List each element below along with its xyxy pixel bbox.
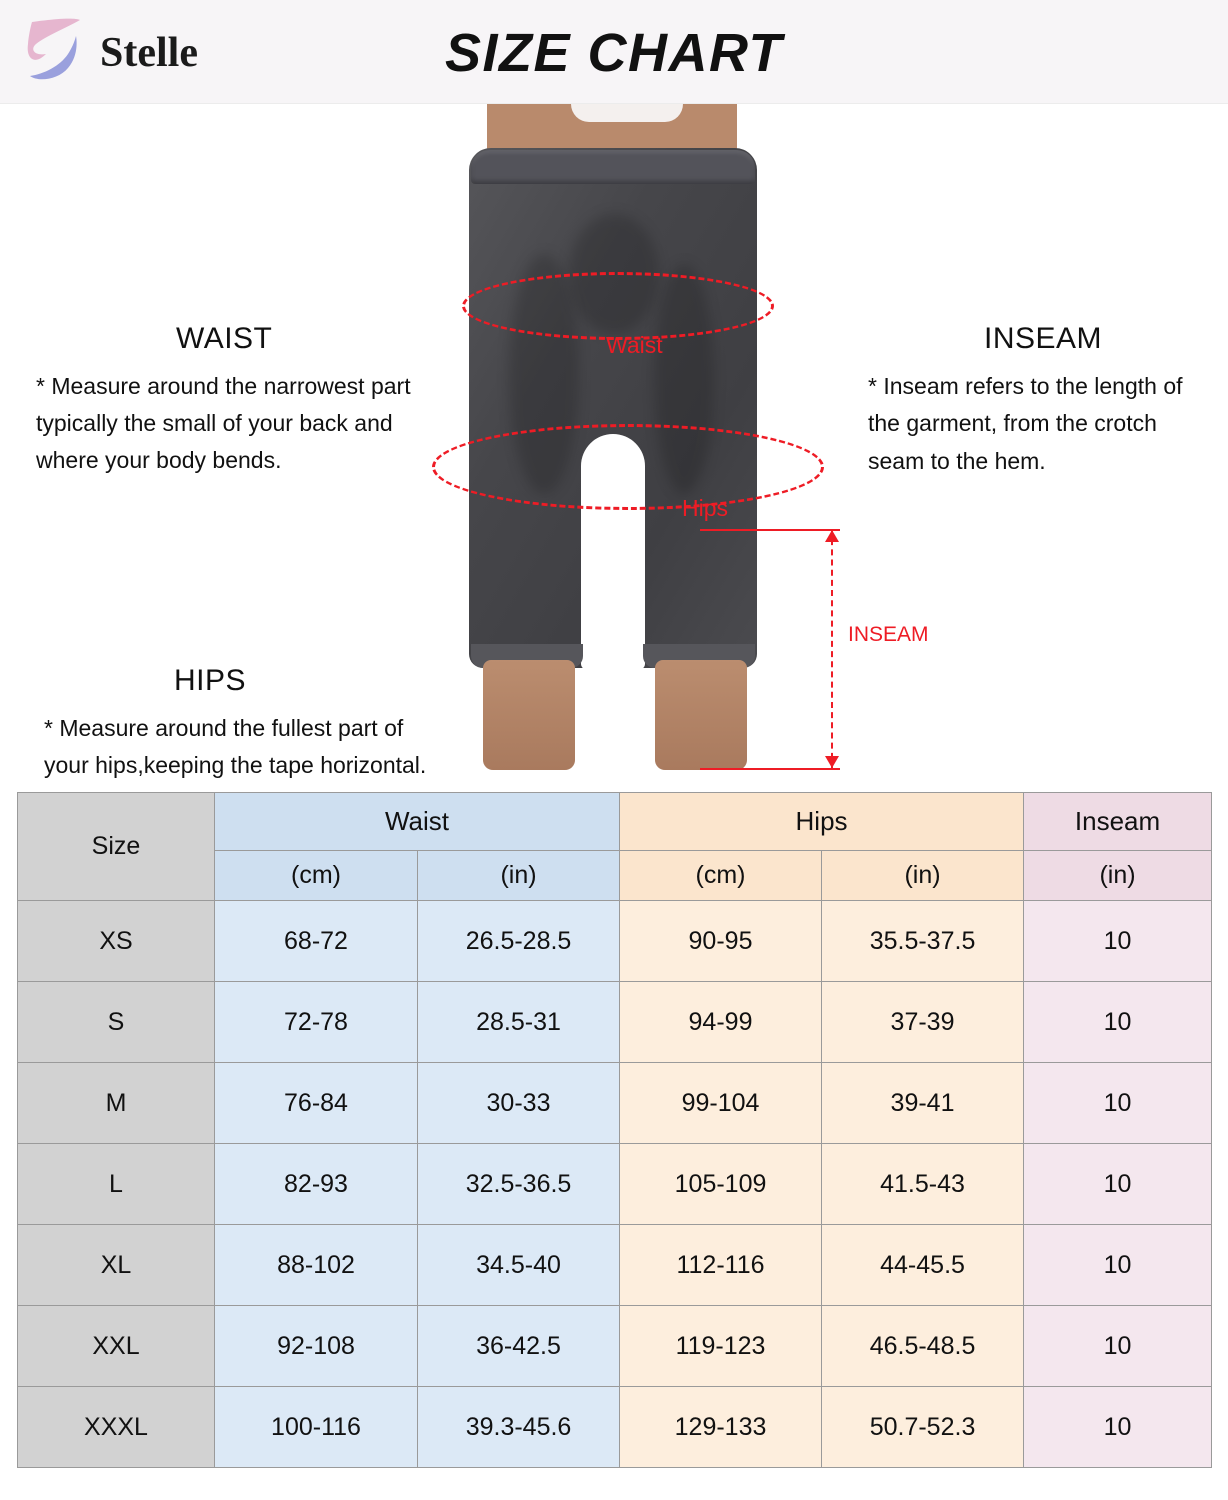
- table-row: [18, 1144, 1212, 1225]
- cell-hips-cm: 119-123: [620, 1306, 822, 1387]
- inseam-arrow-up-icon: [825, 530, 839, 542]
- table-subheader-waist-in: (in): [418, 851, 620, 901]
- cell-waist-in: 28.5-31: [418, 982, 620, 1063]
- table-header-inseam: Inseam: [1024, 793, 1212, 851]
- cell-size: L: [18, 1144, 215, 1225]
- brand-name: Stelle: [100, 30, 198, 76]
- note-waist-body: * Measure around the narrowest part typically the small of your back and where your body bends.: [36, 373, 411, 473]
- cell-waist-in: 36-42.5: [418, 1306, 620, 1387]
- cell-waist-in: 32.5-36.5: [418, 1144, 620, 1225]
- cell-inseam-in: 10: [1024, 1387, 1212, 1468]
- hips-measure-ellipse: [432, 424, 824, 510]
- note-inseam-body: * Inseam refers to the length of the garment, from the crotch seam to the hem.: [868, 373, 1183, 474]
- cell-inseam-in: 10: [1024, 901, 1212, 982]
- cell-hips-in: 41.5-43: [822, 1144, 1024, 1225]
- cell-waist-cm: 72-78: [215, 982, 418, 1063]
- cell-waist-cm: 68-72: [215, 901, 418, 982]
- waist-callout-label: Waist: [606, 332, 663, 358]
- table-row: [18, 1063, 1212, 1144]
- cell-waist-cm: 100-116: [215, 1387, 418, 1468]
- cell-hips-cm: 112-116: [620, 1225, 822, 1306]
- table-subheader-hips-cm: (cm): [620, 851, 822, 901]
- table-subheader-inseam-in: (in): [1024, 851, 1212, 901]
- hips-callout-label: Hips: [682, 495, 729, 521]
- table-subheader-hips-in: (in): [822, 851, 1024, 901]
- cell-hips-in: 37-39: [822, 982, 1024, 1063]
- cell-hips-cm: 90-95: [620, 901, 822, 982]
- page-header: [0, 0, 1228, 104]
- cell-hips-cm: 105-109: [620, 1144, 822, 1225]
- cell-waist-cm: 82-93: [215, 1144, 418, 1225]
- waist-measure-ellipse: [462, 272, 774, 340]
- size-table: [17, 792, 1212, 1468]
- inseam-arrow-down-icon: [825, 756, 839, 768]
- cell-waist-cm: 88-102: [215, 1225, 418, 1306]
- cell-waist-cm: 76-84: [215, 1063, 418, 1144]
- inseam-dimension-line: [831, 529, 833, 769]
- table-header-waist: Waist: [215, 793, 620, 851]
- inseam-top-leader-line: [700, 529, 840, 531]
- cell-inseam-in: 10: [1024, 1225, 1212, 1306]
- model-top: [571, 104, 683, 122]
- cell-waist-cm: 92-108: [215, 1306, 418, 1387]
- table-row: [18, 1387, 1212, 1468]
- cell-hips-in: 39-41: [822, 1063, 1024, 1144]
- measurement-illustration: [0, 104, 1228, 784]
- note-inseam: [868, 322, 1218, 480]
- cell-size: M: [18, 1063, 215, 1144]
- cell-size: XL: [18, 1225, 215, 1306]
- table-header-row-groups: [18, 793, 1212, 851]
- note-hips-heading: HIPS: [174, 664, 247, 697]
- cell-inseam-in: 10: [1024, 982, 1212, 1063]
- cell-inseam-in: 10: [1024, 1306, 1212, 1387]
- shorts-waistband: [471, 150, 755, 184]
- cell-size: XXXL: [18, 1387, 215, 1468]
- note-waist: [36, 322, 446, 478]
- table-row: [18, 901, 1212, 982]
- cell-size: XXL: [18, 1306, 215, 1387]
- cell-waist-in: 30-33: [418, 1063, 620, 1144]
- cell-hips-in: 35.5-37.5: [822, 901, 1024, 982]
- table-header-hips: Hips: [620, 793, 1024, 851]
- note-hips-body: * Measure around the fullest part of your hips,keeping the tape horizontal.: [44, 715, 427, 778]
- cell-size: XS: [18, 901, 215, 982]
- cell-hips-cm: 99-104: [620, 1063, 822, 1144]
- model-leg-right: [655, 660, 747, 770]
- page-title: SIZE CHART: [444, 23, 784, 83]
- note-hips: [44, 664, 444, 784]
- table-subheader-waist-cm: (cm): [215, 851, 418, 901]
- table-row: [18, 982, 1212, 1063]
- inseam-bottom-leader-line: [700, 768, 840, 770]
- size-table-wrapper: [17, 792, 1211, 1468]
- table-row: [18, 1225, 1212, 1306]
- cell-waist-in: 26.5-28.5: [418, 901, 620, 982]
- note-inseam-heading: INSEAM: [984, 322, 1103, 355]
- cell-inseam-in: 10: [1024, 1144, 1212, 1225]
- cell-hips-in: 44-45.5: [822, 1225, 1024, 1306]
- table-row: [18, 1306, 1212, 1387]
- cell-size: S: [18, 982, 215, 1063]
- cell-waist-in: 34.5-40: [418, 1225, 620, 1306]
- cell-hips-in: 50.7-52.3: [822, 1387, 1024, 1468]
- cell-hips-cm: 129-133: [620, 1387, 822, 1468]
- cell-inseam-in: 10: [1024, 1063, 1212, 1144]
- model-leg-left: [483, 660, 575, 770]
- note-waist-heading: WAIST: [176, 322, 273, 355]
- cell-hips-cm: 94-99: [620, 982, 822, 1063]
- table-header-size: Size: [18, 793, 215, 901]
- cell-waist-in: 39.3-45.6: [418, 1387, 620, 1468]
- cell-hips-in: 46.5-48.5: [822, 1306, 1024, 1387]
- inseam-callout-label: INSEAM: [848, 623, 929, 646]
